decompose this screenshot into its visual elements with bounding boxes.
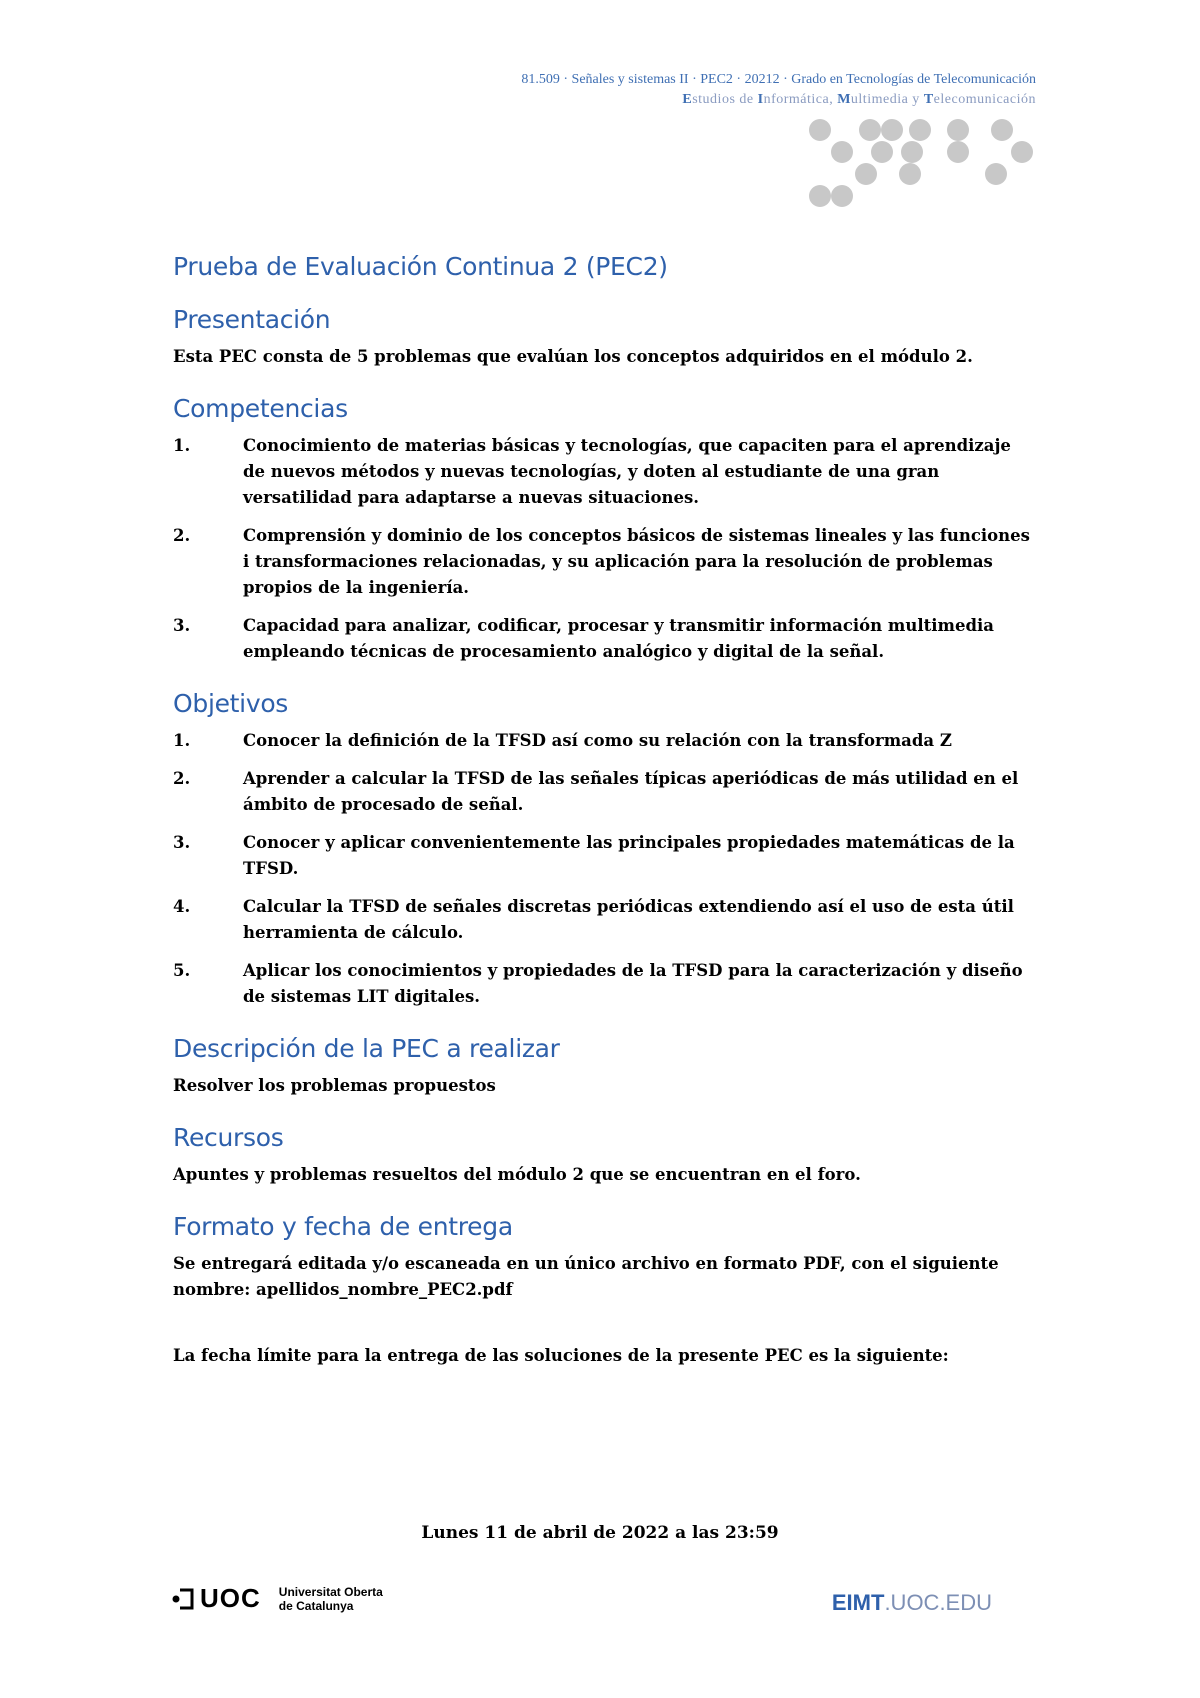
heading-descripcion: Descripción de la PEC a realizar	[173, 1034, 560, 1063]
list-text: Calcular la TFSD de señales discretas periódicas extendiendo así el uso de esta útil herramienta de cálculo.	[243, 897, 1014, 942]
list-text: Conocimiento de materias básicas y tecnologías, que capaciten para el aprendizaje de nuevos métodos y nuevas tecnologías, y doten al estudiante de una gran versatilidad para adaptarse a nuevas situaciones.	[243, 436, 1011, 507]
objetivos-list	[173, 728, 1038, 1010]
deadline-date: Lunes 11 de abril de 2022 a las 23:59	[421, 1523, 779, 1543]
list-number: 1.	[173, 731, 191, 750]
deadline-intro-text: La fecha límite para la entrega de las soluciones de la presente PEC es la siguiente:	[173, 1346, 949, 1365]
decorative-dots-graphic	[800, 118, 1040, 218]
list-text: Comprensión y dominio de los conceptos básicos de sistemas lineales y las funciones i transformaciones relacionadas, y su aplicación para la resolución de problemas propios de la ingeniería.	[243, 526, 1030, 597]
formato-text: Se entregará editada y/o escaneada en un único archivo en formato PDF, con el siguiente nombre: apellidos_nombre_PEC2.pdf	[173, 1254, 999, 1299]
course-header: 81.509 · Señales y sistemas II · PEC2 · 20212 · Grado en Tecnologías de Telecomunicación	[521, 72, 1036, 87]
uoc-symbol-icon	[172, 1588, 194, 1610]
list-text: Aplicar los conocimientos y propiedades de la TFSD para la caracterización y diseño de sistemas LIT digitales.	[243, 961, 1023, 1006]
heading-recursos: Recursos	[173, 1123, 284, 1152]
list-number: 1.	[173, 436, 191, 455]
list-text: Conocer y aplicar convenientemente las principales propiedades matemáticas de la TFSD.	[243, 833, 1015, 878]
list-item	[173, 766, 1038, 818]
competencias-list	[173, 433, 1038, 665]
list-item	[173, 613, 1038, 665]
descripcion-text: Resolver los problemas propuestos	[173, 1076, 496, 1095]
list-number: 5.	[173, 961, 191, 980]
studies-part: nformática,	[763, 92, 838, 107]
document-body	[173, 252, 1038, 1369]
list-item	[173, 728, 1038, 754]
list-text: Aprender a calcular la TFSD de las señales típicas aperiódicas de más utilidad en el ámbito de procesado de señal.	[243, 769, 1019, 814]
heading-formato: Formato y fecha de entrega	[173, 1212, 513, 1241]
heading-objetivos: Objetivos	[173, 689, 289, 718]
uoc-wordmark: UOC	[200, 1583, 261, 1613]
eimt-bold-text: EIMT	[831, 1590, 885, 1615]
studies-part: studios de	[692, 92, 758, 107]
list-number: 2.	[173, 769, 191, 788]
uoc-name	[279, 1585, 383, 1613]
uoc-logo	[172, 1583, 383, 1614]
studies-initial-m: M	[837, 92, 851, 107]
studies-initial-e: E	[682, 92, 693, 107]
list-item	[173, 894, 1038, 946]
document-title: Prueba de Evaluación Continua 2 (PEC2)	[173, 252, 668, 281]
heading-competencias: Competencias	[173, 394, 348, 423]
recursos-text: Apuntes y problemas resueltos del módulo 2 que se encuentran en el foro.	[173, 1165, 861, 1184]
eimt-domain-text: .UOC.EDU	[884, 1590, 992, 1615]
list-number: 4.	[173, 897, 191, 916]
studies-initial-i: I	[757, 92, 764, 107]
list-item	[173, 830, 1038, 882]
list-text: Conocer la definición de la TFSD así como su relación con la transformada Z	[243, 731, 952, 750]
list-text: Capacidad para analizar, codificar, procesar y transmitir información multimedia empleando técnicas de procesamiento analógico y digital de la señal.	[243, 616, 994, 661]
list-item	[173, 958, 1038, 1010]
studies-header	[682, 92, 1036, 108]
list-number: 3.	[173, 616, 191, 635]
list-item	[173, 523, 1038, 601]
studies-part: ultimedia y	[850, 92, 924, 107]
uoc-name-line1: Universitat Oberta	[278, 1584, 383, 1599]
list-item	[173, 433, 1038, 511]
uoc-name-line2: de Catalunya	[278, 1598, 354, 1613]
studies-initial-t: T	[923, 92, 934, 107]
studies-part: elecomunicación	[933, 92, 1036, 107]
list-number: 2.	[173, 526, 191, 545]
presentacion-text: Esta PEC consta de 5 problemas que evalúan los conceptos adquiridos en el módulo 2.	[173, 347, 973, 366]
eimt-logo	[832, 1590, 992, 1616]
heading-presentacion: Presentación	[173, 305, 331, 334]
list-number: 3.	[173, 833, 191, 852]
